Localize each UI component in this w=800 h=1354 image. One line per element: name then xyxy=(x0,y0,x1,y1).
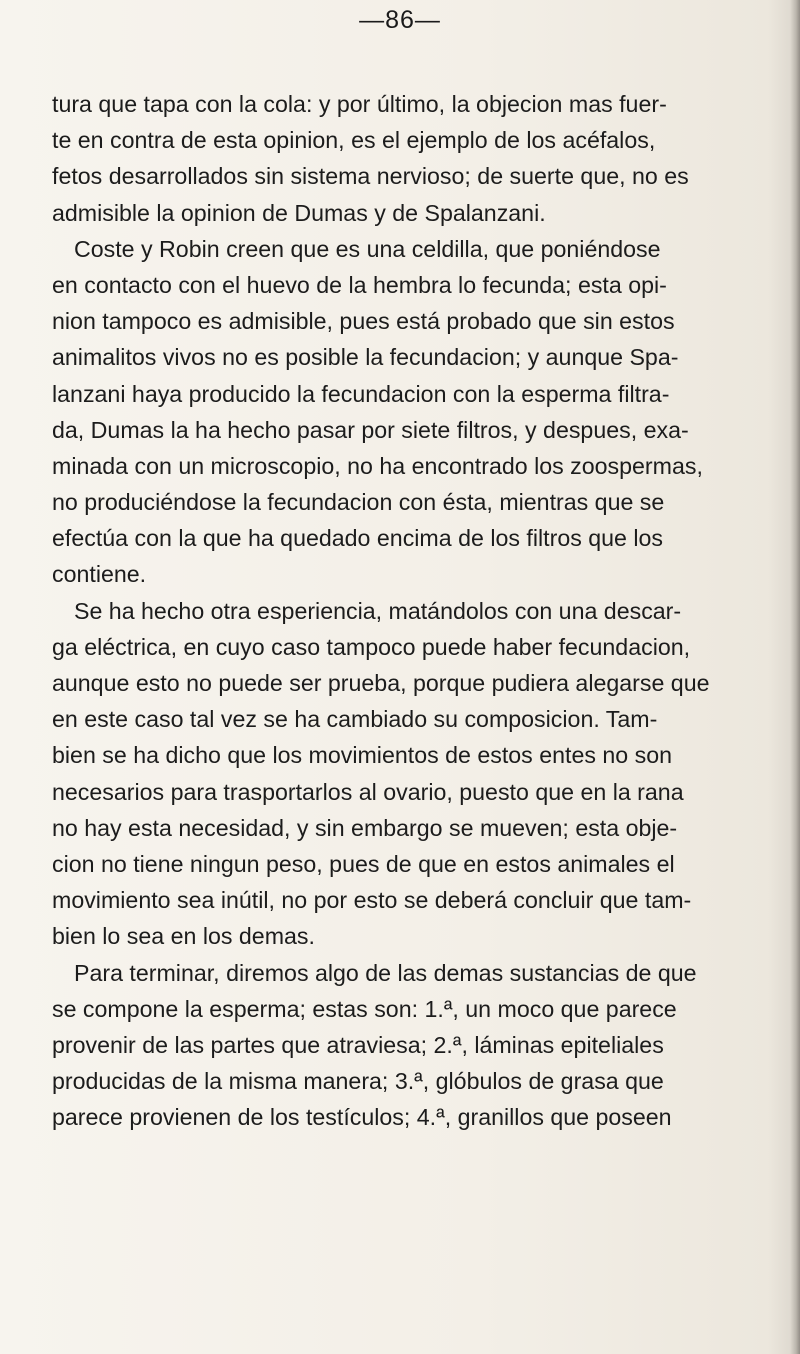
text-line: fetos desarrollados sin sistema nervioso; de suerte que, no es xyxy=(52,163,689,190)
text-line: necesarios para trasportarlos al ovario, puesto que en la rana xyxy=(52,778,684,805)
text-line: bien se ha dicho que los movimientos de estos entes no son xyxy=(52,742,673,769)
text-line: no hay esta necesidad, y sin embargo se mueven; esta obje- xyxy=(52,814,678,841)
text-line: da, Dumas la ha hecho pasar por siete filtros, y despues, exa- xyxy=(52,416,689,443)
body-text xyxy=(52,86,794,1135)
text-line: te en contra de esta opinion, es el ejemplo de los acéfalos, xyxy=(52,127,656,154)
text-line: bien lo sea en los demas. xyxy=(52,923,315,950)
text-line: no produciéndose la fecundacion con ésta, mientras que se xyxy=(52,489,665,516)
text-line: tura que tapa con la cola: y por último, la objecion mas fuer- xyxy=(52,91,667,117)
text-line: efectúa con la que ha quedado encima de los filtros que los xyxy=(52,525,664,552)
text-line: animalitos vivos no es posible la fecundacion; y aunque Spa- xyxy=(52,344,679,371)
text-line: nion tampoco es admisible, pues está probado que sin estos xyxy=(52,308,675,335)
text-line: minada con un microscopio, no ha encontrado los zoospermas, xyxy=(52,452,703,479)
page-number: —86— xyxy=(359,6,441,34)
page-edge-shadow xyxy=(790,0,800,1354)
text-line: parece provienen de los testículos; 4.ª, granillos que poseen xyxy=(52,1104,672,1131)
text-line: admisible la opinion de Dumas y de Spalanzani. xyxy=(52,199,546,226)
paragraph-start-line: Se ha hecho otra esperiencia, matándolos con una descar- xyxy=(74,597,682,624)
text-line: ga eléctrica, en cuyo caso tampoco puede haber fecundacion, xyxy=(52,633,691,660)
text-line: aunque esto no puede ser prueba, porque pudiera alegarse que xyxy=(52,670,710,696)
text-line: en contacto con el huevo de la hembra lo fecunda; esta opi- xyxy=(52,271,667,298)
text-line: se compone la esperma; estas son: 1.ª, un moco que parece xyxy=(52,995,677,1022)
text-line: producidas de la misma manera; 3.ª, glóbulos de grasa que xyxy=(52,1068,664,1095)
text-line: provenir de las partes que atraviesa; 2.ª, láminas epiteliales xyxy=(52,1031,664,1058)
paragraph-start-line: Coste y Robin creen que es una celdilla, que poniéndose xyxy=(74,235,661,262)
text-line: cion no tiene ningun peso, pues de que en estos animales el xyxy=(52,850,675,877)
text-line: en este caso tal vez se ha cambiado su composicion. Tam- xyxy=(52,706,658,733)
text-line: lanzani haya producido la fecundacion con la esperma filtra- xyxy=(52,380,670,407)
text-line: movimiento sea inútil, no por esto se deberá concluir que tam- xyxy=(52,887,692,914)
text-line: contiene. xyxy=(52,561,147,588)
paragraph-start-line: Para terminar, diremos algo de las demas sustancias de que xyxy=(74,959,697,986)
